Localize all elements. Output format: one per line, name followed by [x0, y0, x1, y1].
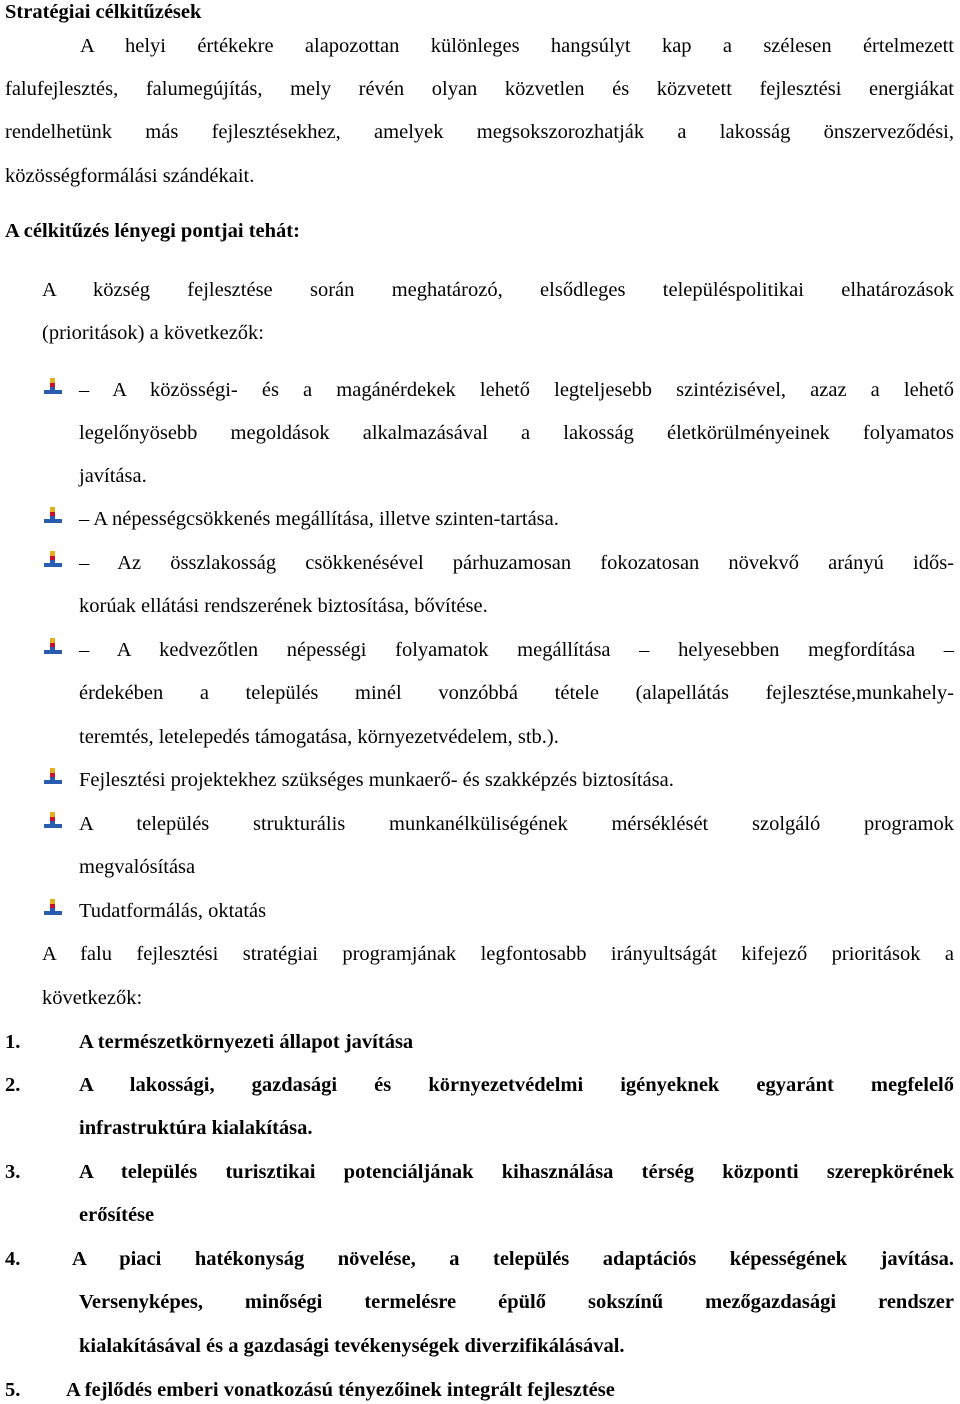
numbered-item-4-line-2: Versenyképes, minőségi termelésre épülő sokszínű mezőgazdasági rendszer — [79, 1291, 954, 1313]
bullet-icon — [42, 897, 64, 919]
numbered-item-number: 1. — [5, 1031, 21, 1053]
bullet-1-line-2: legelőnyösebb megoldások alkalmazásával a lakosság életkörülményeinek folyamatos — [79, 422, 954, 444]
numbered-item-number: 5. — [5, 1379, 21, 1401]
strategy-intro-line-2: következők: — [42, 987, 143, 1009]
bullet-icon — [42, 549, 64, 571]
bullet-icon — [42, 636, 64, 658]
bullet-2-line-1: – A népességcsökkenés megállítása, illetve szinten-tartása. — [79, 508, 559, 530]
numbered-item-3-line-2: erősítése — [79, 1204, 155, 1226]
bullet-6-line-2: megvalósítása — [79, 856, 196, 878]
numbered-item-number: 3. — [5, 1161, 21, 1183]
strategy-intro-line-1: A falu fejlesztési stratégiai programjának legfontosabb irányultságát kifejező prioritások a — [42, 943, 954, 965]
bullet-icon — [42, 810, 64, 832]
numbered-item-3-line-1: A település turisztikai potenciáljának kihasználása térség központi szerepkörének — [79, 1161, 954, 1183]
page-title: Stratégiai célkitűzések — [5, 1, 202, 23]
bullet-4-line-2: érdekében a település minél vonzóbbá tétele (alapellátás fejlesztése,munkahely- — [79, 682, 954, 704]
bullet-7-line-1: Tudatformálás, oktatás — [79, 900, 267, 922]
intro-line-4: közösségformálási szándékait. — [5, 165, 255, 187]
intro-line-2: falufejlesztés, falumegújítás, mely révén olyan közvetlen és közvetett fejlesztési energiákat — [5, 78, 954, 100]
bullet-1-line-3: javítása. — [79, 465, 147, 487]
numbered-item-4-line-1: A piaci hatékonyság növelése, a település adaptációs képességének javítása. — [72, 1248, 954, 1270]
numbered-item-2-line-2: infrastruktúra kialakítása. — [79, 1117, 313, 1139]
bullet-icon — [42, 766, 64, 788]
numbered-item-number: 2. — [5, 1074, 21, 1096]
bullet-icon — [42, 505, 64, 527]
numbered-item-4-line-3: kialakításával és a gazdasági tevékenységek diverzifikálásával. — [79, 1335, 625, 1357]
numbered-item-1-line-1: A természetkörnyezeti állapot javítása — [79, 1031, 414, 1053]
bullet-6-line-1: A település strukturális munkanélküliségének mérséklését szolgáló programok — [79, 813, 954, 835]
intro-line-1: A helyi értékekre alapozottan különleges hangsúlyt kap a szélesen értelmezett — [80, 35, 954, 57]
bullet-3-line-2: korúak ellátási rendszerének biztosítása, bővítése. — [79, 595, 488, 617]
bullet-1-line-1: – A közösségi- és a magánérdekek lehető legteljesebb szintézisével, azaz a lehető — [79, 379, 954, 401]
bullet-4-line-1: – A kedvezőtlen népességi folyamatok megállítása – helyesebben megfordítása – — [79, 639, 954, 661]
numbered-item-5-line-1: A fejlődés emberi vonatkozású tényezőinek integrált fejlesztése — [66, 1379, 615, 1401]
bullet-icon — [42, 376, 64, 398]
intro-line-3: rendelhetünk más fejlesztésekhez, amelyek megsokszorozhatják a lakosság önszerveződési, — [5, 121, 954, 143]
bullet-3-line-1: – Az összlakosság csökkenésével párhuzamosan fokozatosan növekvő arányú idős- — [79, 552, 954, 574]
numbered-item-number: 4. — [5, 1248, 21, 1270]
subheading: A célkitűzés lényegi pontjai tehát: — [5, 220, 300, 242]
bullet-4-line-3: teremtés, letelepedés támogatása, környezetvédelem, stb.). — [79, 726, 559, 748]
numbered-item-2-line-1: A lakossági, gazdasági és környezetvédelmi igényeknek egyaránt megfelelő — [79, 1074, 954, 1096]
priorities-intro-line-2: (prioritások) a következők: — [42, 322, 265, 344]
priorities-intro-line-1: A község fejlesztése során meghatározó, elsődleges településpolitikai elhatározások — [42, 279, 954, 301]
bullet-5-line-1: Fejlesztési projektekhez szükséges munkaerő- és szakképzés biztosítása. — [79, 769, 674, 791]
